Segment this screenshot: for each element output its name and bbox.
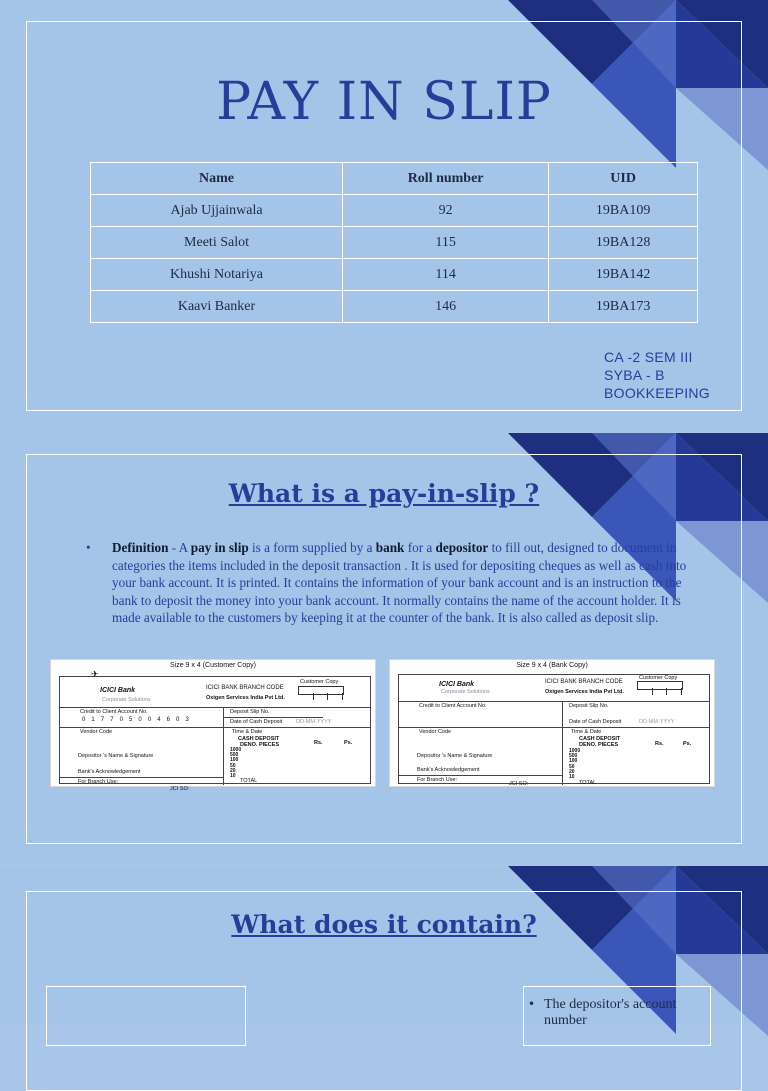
depositor-label: Depositor 's Name & Signature (417, 753, 493, 759)
keyword: pay in slip (190, 540, 249, 555)
denomination: 20 (230, 767, 236, 774)
bank-tagline: Corporate Solutions (441, 689, 490, 695)
denomination-header: DENO. PIECES (240, 742, 280, 748)
content-box (46, 986, 246, 1046)
copy-label: Customer Copy (300, 679, 339, 685)
total-label: TOTAL (240, 778, 258, 784)
deposit-slip-label: Deposit Slip No. (569, 703, 609, 709)
page-title: PAY IN SLIP (216, 72, 552, 132)
bank-name: ICICI Bank (100, 687, 136, 694)
column-header: UID (549, 163, 698, 195)
company-name: Oxigen Services India Pvt Ltd. (206, 695, 285, 701)
time-label: Time & Date (232, 729, 263, 735)
denomination: 500 (569, 753, 578, 760)
pay-in-slip-image-customer-copy (50, 659, 376, 792)
course-line: BOOKKEEPING (604, 385, 710, 401)
bullet-marker: • (86, 540, 91, 555)
depositor-label: Depositor 's Name & Signature (78, 753, 154, 759)
branch-use-label: For Branch Use: (78, 779, 119, 785)
text-run: is a form supplied by a (248, 540, 376, 555)
denomination: 10 (569, 774, 575, 781)
date-label: Date of Cash Deposit (230, 719, 283, 725)
denomination: 500 (230, 752, 239, 759)
text-run: to fill out, designed to document in categories the items included in the deposit transaction . It is used for depositing cheques as well as cash into your bank account. It is printed. It contains the information of your bank account and is an instruction to the bank to deposit the money into your bank account. It normally contains the name of the account holder. It is made available to the customers by keeping it at the counter of the bank. It is also called as deposit slip. (112, 540, 687, 625)
list-item: The depositor's account number (544, 997, 677, 1028)
slip-caption: Size 9 x 4 (Customer Copy) (170, 662, 256, 669)
denomination: 50 (569, 763, 575, 770)
slip-rule (223, 717, 323, 718)
jci-label: JCI SO: (509, 781, 529, 787)
paise-header: Ps. (683, 741, 692, 747)
bank-name: ICICI Bank (439, 681, 475, 688)
table-row (91, 227, 698, 259)
table-cell: 146 (343, 291, 549, 323)
slip-rule (223, 707, 224, 785)
acknowledgement-label: Bank's Acknowledgement (78, 769, 141, 775)
date-placeholder: DD-MM-YYYY (639, 719, 675, 725)
slip-rule (60, 727, 370, 728)
denomination: 1000 (230, 747, 242, 753)
table-cell: Ajab Ujjainwala (91, 195, 343, 227)
date-label: Date of Cash Deposit (569, 719, 622, 725)
deposit-slip-label: Deposit Slip No. (230, 709, 270, 715)
slip-form (398, 674, 710, 787)
table-header-row (91, 163, 698, 195)
bank-logo-icon: ✈ (91, 669, 99, 679)
table-cell: 92 (343, 195, 549, 227)
copy-label: Customer Copy (639, 675, 678, 681)
denomination-header: DENO. PIECES (579, 742, 619, 748)
student-table (90, 162, 698, 323)
acknowledgement-label: Bank's Acknowledgement (417, 767, 480, 773)
slip-rule (399, 701, 709, 702)
definition-label: Definition (112, 540, 169, 555)
pay-in-slip-image-bank-copy (389, 659, 715, 787)
denomination: 1000 (569, 748, 581, 754)
paise-header: Ps. (344, 740, 353, 746)
section-title: What is a pay-in-slip ? (228, 479, 540, 508)
text-run: - A (168, 540, 191, 555)
denomination: 100 (230, 757, 239, 764)
course-line: SYBA - B (604, 367, 665, 383)
company-name: Oxigen Services India Pvt Ltd. (545, 689, 624, 695)
vendor-label: Vendor Code (419, 729, 452, 735)
table-cell: Kaavi Banker (91, 291, 343, 323)
table-row (91, 195, 698, 227)
vendor-label: Vendor Code (80, 729, 113, 735)
bullet-marker: • (528, 997, 536, 1011)
table-cell: 19BA128 (549, 227, 698, 259)
slide-1 (0, 0, 768, 432)
slip-rule (60, 707, 370, 708)
rupees-header: Rs. (655, 741, 664, 747)
table-cell: 19BA173 (549, 291, 698, 323)
branch-code-label: ICICI BANK BRANCH CODE (206, 685, 284, 691)
jci-label: JCI SO: (170, 786, 190, 792)
slip-rule (60, 777, 223, 778)
table-cell: Khushi Notariya (91, 259, 343, 291)
table-row (91, 291, 698, 323)
section-title: What does it contain? (231, 910, 537, 939)
copy-box (637, 681, 683, 690)
cash-deposit-label: CASH DEPOSIT (579, 736, 621, 742)
definition-text (112, 539, 708, 627)
denomination: 100 (569, 758, 578, 765)
date-placeholder: DD-MM-YYYY (296, 719, 332, 725)
denomination-list (230, 748, 241, 779)
keyword: depositor (435, 540, 489, 555)
account-digits: 0 1 7 7 0 5 0 0 4 6 0 3 (82, 717, 191, 723)
denomination: 10 (230, 773, 236, 780)
column-header: Name (91, 163, 343, 195)
slip-caption: Size 9 x 4 (Bank Copy) (516, 662, 588, 669)
denomination-list (569, 749, 580, 780)
slip-rule (399, 727, 709, 728)
copy-box (298, 686, 344, 695)
table-row (91, 259, 698, 291)
slide-3 (0, 866, 768, 1028)
table-cell: 115 (343, 227, 549, 259)
course-line: CA -2 SEM III (604, 349, 693, 365)
column-header: Roll number (343, 163, 549, 195)
bank-tagline: Corporate Solutions (102, 697, 151, 703)
time-label: Time & Date (571, 729, 602, 735)
denomination: 50 (230, 762, 236, 769)
credit-label: Credit to Client Account No. (80, 709, 148, 715)
slide-2 (0, 433, 768, 864)
content-list-box (523, 986, 711, 1046)
slip-rule (399, 775, 562, 776)
table-cell: 19BA142 (549, 259, 698, 291)
credit-label: Credit to Client Account No. (419, 703, 487, 709)
rupees-header: Rs. (314, 740, 323, 746)
denomination: 20 (569, 768, 575, 775)
slip-rule (562, 701, 563, 785)
slip-form (59, 676, 371, 792)
definition-paragraph (88, 539, 708, 627)
total-label: TOTAL (579, 780, 597, 786)
cash-deposit-label: CASH DEPOSIT (238, 736, 280, 742)
table-cell: 19BA109 (549, 195, 698, 227)
table-cell: Meeti Salot (91, 227, 343, 259)
text-run: for a (404, 540, 436, 555)
branch-code-label: ICICI BANK BRANCH CODE (545, 679, 623, 685)
course-info (604, 348, 710, 402)
keyword: bank (375, 540, 405, 555)
branch-use-label: For Branch Use: (417, 777, 458, 783)
table-cell: 114 (343, 259, 549, 291)
